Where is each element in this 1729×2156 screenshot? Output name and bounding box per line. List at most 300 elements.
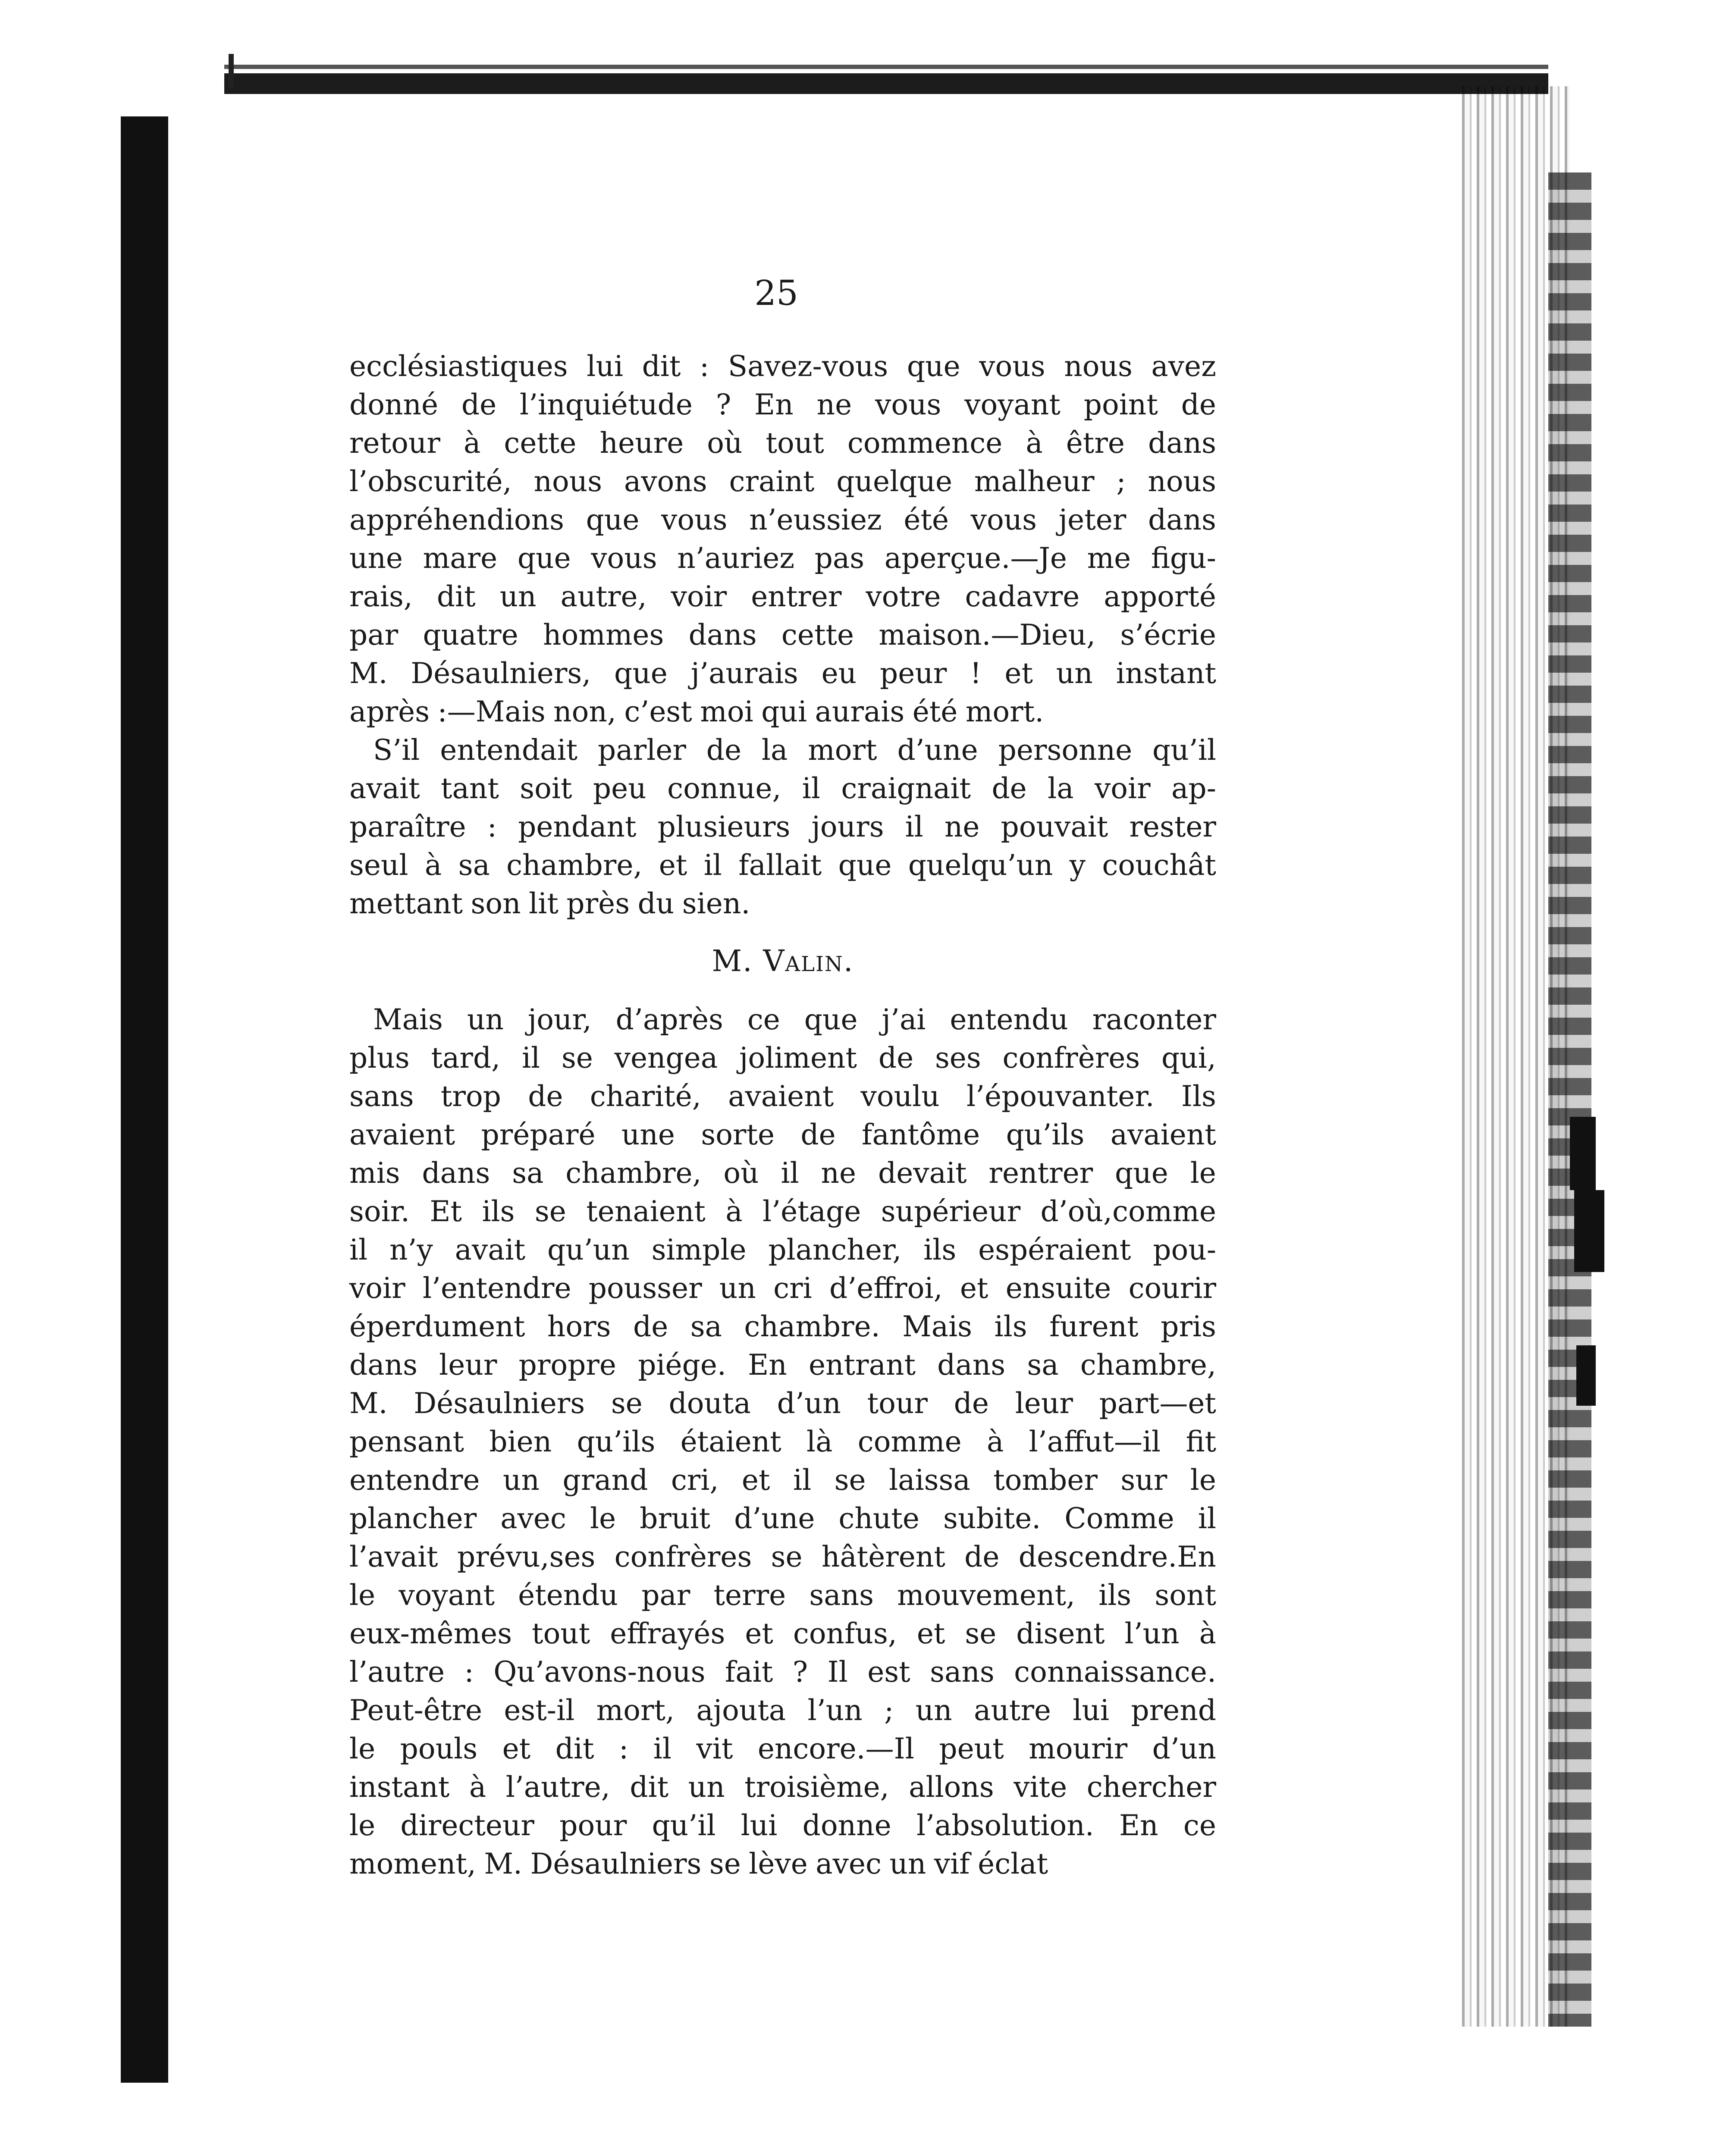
word: entendre — [349, 1463, 480, 1497]
word: le — [349, 1809, 376, 1842]
word: votre — [866, 580, 941, 613]
word: ensuite — [1005, 1272, 1111, 1305]
word: ? — [715, 388, 731, 421]
word: supérieur — [881, 1195, 1021, 1228]
scan-right-mark — [1576, 1345, 1596, 1406]
word: par — [641, 1579, 690, 1612]
word: l’avait — [349, 1540, 438, 1573]
word: avons — [624, 465, 707, 498]
word: furent — [1049, 1310, 1139, 1343]
text-line — [349, 693, 1216, 731]
word: j’ai — [882, 1003, 926, 1036]
word: leur — [439, 1348, 497, 1382]
word: : — [700, 350, 709, 383]
word: mourir — [1029, 1732, 1128, 1765]
word: une — [621, 1118, 675, 1151]
word: instant — [1116, 657, 1216, 690]
text-line — [349, 424, 1216, 462]
word: aperçue.—Je — [884, 542, 1067, 575]
word: joliment — [739, 1041, 857, 1075]
word: n’y — [389, 1233, 433, 1266]
word: sans — [930, 1655, 995, 1689]
text-line — [349, 1461, 1216, 1499]
word: pour — [559, 1809, 627, 1842]
word: piége. — [638, 1348, 726, 1382]
word: ce — [1183, 1809, 1216, 1842]
word: fait — [725, 1655, 773, 1689]
word: l’obscurité, — [349, 465, 512, 498]
word: le — [349, 1579, 376, 1612]
word: effrayés — [610, 1617, 725, 1650]
word: entendu — [950, 1003, 1068, 1036]
text-line — [349, 884, 1216, 923]
word: éclat — [978, 1847, 1048, 1880]
word: jour, — [527, 1003, 592, 1036]
word: encore.—Il — [757, 1732, 914, 1765]
word: autre, — [560, 580, 647, 613]
text-line — [349, 1576, 1216, 1614]
word: lève — [749, 1847, 808, 1880]
word: pousser — [588, 1272, 702, 1305]
word: ne — [816, 388, 852, 421]
word: simple — [651, 1233, 747, 1266]
word: de — [878, 1041, 914, 1075]
word: Désaulniers, — [411, 657, 591, 690]
word: dit — [642, 350, 681, 383]
word: rais, — [349, 580, 413, 613]
word: avaient — [349, 1118, 455, 1151]
word: hors — [547, 1310, 611, 1343]
word: dans — [688, 618, 757, 652]
word: cri — [773, 1272, 812, 1305]
paragraph-1 — [349, 347, 1216, 731]
word: pensant — [349, 1425, 464, 1458]
word: se — [561, 1041, 593, 1075]
word: peu — [593, 772, 646, 805]
word: n’auriez — [677, 542, 795, 575]
word: sont — [1155, 1579, 1216, 1612]
word: donné — [349, 388, 439, 421]
word: voulu — [860, 1080, 940, 1113]
word: il — [781, 1156, 799, 1190]
word: vous — [970, 503, 1037, 536]
word: soit — [520, 772, 572, 805]
word: cadavre — [965, 580, 1080, 613]
word: Mais — [373, 1003, 443, 1036]
word: il — [703, 849, 722, 882]
word: grand — [562, 1463, 648, 1497]
word: personne — [998, 733, 1133, 767]
word: pou- — [1153, 1233, 1216, 1266]
word: plancher, — [768, 1233, 902, 1266]
word: sans — [349, 1080, 414, 1113]
word: :—Mais — [437, 695, 546, 728]
word: sien. — [682, 887, 750, 920]
word: terre — [713, 1579, 786, 1612]
word: sans — [809, 1579, 874, 1612]
word: moment, — [349, 1847, 476, 1880]
text-line — [349, 769, 1216, 808]
word: jours — [811, 810, 884, 843]
word: prévu,ses — [457, 1540, 596, 1573]
word: confus, — [793, 1617, 897, 1650]
word: ; — [1116, 465, 1126, 498]
word: un — [889, 1847, 926, 1880]
word: pouls — [400, 1732, 478, 1765]
word: l’un — [807, 1694, 863, 1727]
word: trop — [440, 1080, 501, 1113]
word: comme — [857, 1425, 962, 1458]
word: il — [793, 1463, 812, 1497]
scan-right-mark — [1574, 1190, 1604, 1272]
word: l’autre — [349, 1655, 445, 1689]
word: troisième, — [744, 1771, 889, 1804]
word: ? — [792, 1655, 808, 1689]
text-line — [349, 1768, 1216, 1806]
section-heading-small-caps: alin. — [785, 944, 854, 978]
word: confrères — [614, 1540, 752, 1573]
word: rentrer — [988, 1156, 1093, 1190]
word: et — [745, 1617, 773, 1650]
word: sa — [512, 1156, 544, 1190]
word: le — [1190, 1156, 1216, 1190]
word: dans — [1148, 503, 1216, 536]
word: le — [1190, 1463, 1216, 1497]
word: eu — [821, 657, 857, 690]
word: de — [706, 733, 742, 767]
text-line — [349, 1730, 1216, 1768]
word: leur — [1015, 1387, 1073, 1420]
word: se — [965, 1617, 997, 1650]
word: de — [992, 772, 1027, 805]
text-line — [349, 1039, 1216, 1077]
word: charité, — [590, 1080, 701, 1113]
word: là — [806, 1425, 833, 1458]
text-line — [349, 1691, 1216, 1730]
word: En — [748, 1348, 787, 1382]
word: tant — [441, 772, 499, 805]
word: : — [487, 810, 497, 843]
word: le — [349, 1732, 376, 1765]
word: tout — [766, 426, 824, 460]
word: apporté — [1104, 580, 1216, 613]
text-line — [349, 616, 1216, 654]
word: que — [586, 503, 640, 536]
word: avec — [816, 1847, 882, 1880]
word: n’eussiez — [749, 503, 882, 536]
text-line — [349, 1384, 1216, 1423]
word: rester — [1129, 810, 1216, 843]
word: que — [838, 849, 892, 882]
word: dit — [630, 1771, 669, 1804]
word: dans — [349, 1348, 417, 1382]
word: avaient — [728, 1080, 834, 1113]
word: que — [907, 350, 960, 383]
word: tenaient — [586, 1195, 706, 1228]
word: de — [1181, 388, 1216, 421]
word: heure — [599, 426, 684, 460]
word: Peut-être — [349, 1694, 483, 1727]
word: dit — [555, 1732, 594, 1765]
word: avait — [349, 772, 420, 805]
word: d’un — [1152, 1732, 1216, 1765]
section-heading-prefix: M. V — [712, 944, 785, 978]
word: où — [707, 426, 743, 460]
word: pouvait — [1001, 810, 1108, 843]
word: à — [463, 426, 481, 460]
paragraph-3 — [349, 1000, 1216, 1883]
word: cette — [781, 618, 854, 652]
word: bien — [489, 1425, 552, 1458]
word: point — [1083, 388, 1158, 421]
word: le — [590, 1502, 616, 1535]
word: être — [1066, 426, 1125, 460]
word: après — [349, 695, 430, 728]
text-line — [349, 501, 1216, 539]
word: hommes — [543, 618, 664, 652]
word: Désaulniers — [530, 1847, 702, 1880]
word: qu’ils — [577, 1425, 656, 1458]
word: d’un — [777, 1387, 841, 1420]
word: l’autre, — [505, 1771, 610, 1804]
word: malheur — [974, 465, 1095, 498]
word: fantôme — [862, 1118, 980, 1151]
word: disent — [1016, 1617, 1105, 1650]
word: mettant — [349, 887, 463, 920]
text-line — [349, 1077, 1216, 1116]
word: plancher — [349, 1502, 477, 1535]
word: quatre — [423, 618, 518, 652]
word: avez — [1151, 350, 1216, 383]
word: descendre.En — [1018, 1540, 1216, 1573]
text-line — [349, 1231, 1216, 1269]
word: la — [761, 733, 788, 767]
text-line — [349, 1499, 1216, 1538]
word: prend — [1131, 1694, 1216, 1727]
word: eux-mêmes — [349, 1617, 512, 1650]
word: maison.—Dieu, — [879, 618, 1096, 652]
word: douta — [668, 1387, 751, 1420]
word: dans — [422, 1156, 490, 1190]
word: l’entendre — [422, 1272, 571, 1305]
word: qu’il — [652, 1809, 716, 1842]
word: et — [741, 1463, 770, 1497]
word: S’il — [373, 733, 420, 767]
word: entendait — [440, 733, 578, 767]
word: laissa — [889, 1463, 970, 1497]
word: parler — [598, 733, 686, 767]
word: lui — [587, 350, 623, 383]
text-line — [349, 539, 1216, 577]
word: se — [771, 1540, 803, 1573]
word: de — [528, 1080, 563, 1113]
word: chambre, — [1080, 1348, 1216, 1382]
word: figu- — [1151, 542, 1216, 575]
word: dans — [937, 1348, 1006, 1382]
word: chute — [838, 1502, 919, 1535]
word: ils — [994, 1310, 1027, 1343]
word: chercher — [1086, 1771, 1216, 1804]
word: tard, — [431, 1041, 501, 1075]
word: de — [800, 1118, 836, 1151]
word: connaissance. — [1014, 1655, 1216, 1689]
paragraph-2 — [349, 731, 1216, 923]
word: de — [954, 1387, 989, 1420]
text-line — [349, 1154, 1216, 1192]
word: de — [633, 1310, 668, 1343]
word: ! — [970, 657, 982, 690]
word: aurais — [815, 695, 905, 728]
text-line — [349, 808, 1216, 846]
word: part—et — [1099, 1387, 1216, 1420]
word: sa — [690, 1310, 722, 1343]
word: ecclésiastiques — [349, 350, 568, 383]
word: l’inquiétude — [520, 388, 693, 421]
word: entrant — [808, 1348, 916, 1382]
word: autre — [973, 1694, 1051, 1727]
word: devait — [878, 1156, 967, 1190]
word: voyant — [399, 1579, 495, 1612]
word: voir — [349, 1272, 405, 1305]
word: retour — [349, 426, 440, 460]
word: un — [1056, 657, 1093, 690]
word: il — [653, 1732, 672, 1765]
text-line — [349, 1538, 1216, 1576]
word: cri, — [671, 1463, 719, 1497]
word: vous — [661, 503, 728, 536]
word: l’absolution. — [916, 1809, 1094, 1842]
word: avait — [455, 1233, 526, 1266]
word: d’après — [615, 1003, 723, 1036]
word: cette — [504, 426, 577, 460]
word: tomber — [993, 1463, 1098, 1497]
word: couchât — [1102, 849, 1216, 882]
word: que — [614, 657, 668, 690]
word: peur — [879, 657, 947, 690]
word: un — [719, 1272, 756, 1305]
text-line — [349, 1653, 1216, 1691]
word: ses — [935, 1041, 981, 1075]
word: qui — [761, 695, 807, 728]
word: ne — [944, 810, 980, 843]
word: se — [611, 1387, 643, 1420]
word: me — [1087, 542, 1131, 575]
word: dit — [436, 580, 476, 613]
word: se — [834, 1463, 866, 1497]
word: son — [471, 887, 521, 920]
word: vite — [1014, 1771, 1067, 1804]
word: confrères — [1002, 1041, 1140, 1075]
text-line — [349, 731, 1216, 769]
word: un — [467, 1003, 504, 1036]
word: une — [349, 542, 403, 575]
word: lui — [741, 1809, 778, 1842]
word: étaient — [680, 1425, 781, 1458]
word: vengea — [614, 1041, 718, 1075]
word: ne — [821, 1156, 857, 1190]
word: été — [912, 695, 958, 728]
word: un — [499, 580, 537, 613]
page-body — [349, 347, 1216, 1883]
word: nous — [533, 465, 602, 498]
text-line — [349, 577, 1216, 616]
word: l’affut—il — [1029, 1425, 1161, 1458]
word: préparé — [481, 1118, 596, 1151]
word: hâtèrent — [821, 1540, 945, 1573]
word: lui — [1073, 1694, 1110, 1727]
word: l’épouvanter. — [966, 1080, 1155, 1113]
word: mort — [808, 733, 877, 767]
word: ; — [884, 1694, 894, 1727]
word: propre — [518, 1348, 616, 1382]
text-line — [349, 1116, 1216, 1154]
word: ils — [923, 1233, 957, 1266]
word: mort, — [596, 1694, 675, 1727]
word: que — [1115, 1156, 1168, 1190]
word: M. — [349, 657, 388, 690]
word: craignait — [841, 772, 971, 805]
word: il — [521, 1041, 540, 1075]
word: mort. — [965, 695, 1044, 728]
word: Désaulniers — [414, 1387, 585, 1420]
word: voyant — [964, 388, 1061, 421]
word: peut — [939, 1732, 1004, 1765]
word: qui, — [1161, 1041, 1216, 1075]
word: sur — [1120, 1463, 1167, 1497]
text-line — [349, 1192, 1216, 1231]
text-line — [349, 1307, 1216, 1346]
word: donne — [802, 1809, 891, 1842]
word: que — [517, 542, 571, 575]
word: et — [1004, 657, 1033, 690]
word: vif — [934, 1847, 970, 1880]
text-line — [349, 654, 1216, 693]
word: sa — [1027, 1348, 1059, 1382]
word: courir — [1128, 1272, 1216, 1305]
text-line — [349, 846, 1216, 884]
word: M. — [484, 1847, 523, 1880]
word: sorte — [701, 1118, 775, 1151]
text-line — [349, 1806, 1216, 1845]
word: avaient — [1110, 1118, 1216, 1151]
word: qu’il — [1152, 733, 1216, 767]
word: avec — [500, 1502, 566, 1535]
word: paraître — [349, 810, 466, 843]
word: de — [461, 388, 497, 421]
word: subite. — [943, 1502, 1041, 1535]
word: et — [960, 1272, 988, 1305]
word: En — [754, 388, 794, 421]
text-line — [349, 1614, 1216, 1653]
word: fit — [1186, 1425, 1216, 1458]
word: sa — [458, 849, 490, 882]
word: vous — [875, 388, 941, 421]
word: ils — [482, 1195, 515, 1228]
word: près — [566, 887, 630, 920]
word: il — [802, 772, 820, 805]
word: Comme — [1064, 1502, 1174, 1535]
word: espéraient — [978, 1233, 1131, 1266]
word: voir — [671, 580, 727, 613]
text-line — [349, 1423, 1216, 1461]
word: la — [1048, 772, 1074, 805]
word: entrer — [751, 580, 842, 613]
word: Et — [430, 1195, 462, 1228]
word: connue, — [667, 772, 781, 805]
word: Il — [827, 1655, 848, 1689]
word: de — [964, 1540, 1000, 1573]
word: En — [1119, 1809, 1158, 1842]
